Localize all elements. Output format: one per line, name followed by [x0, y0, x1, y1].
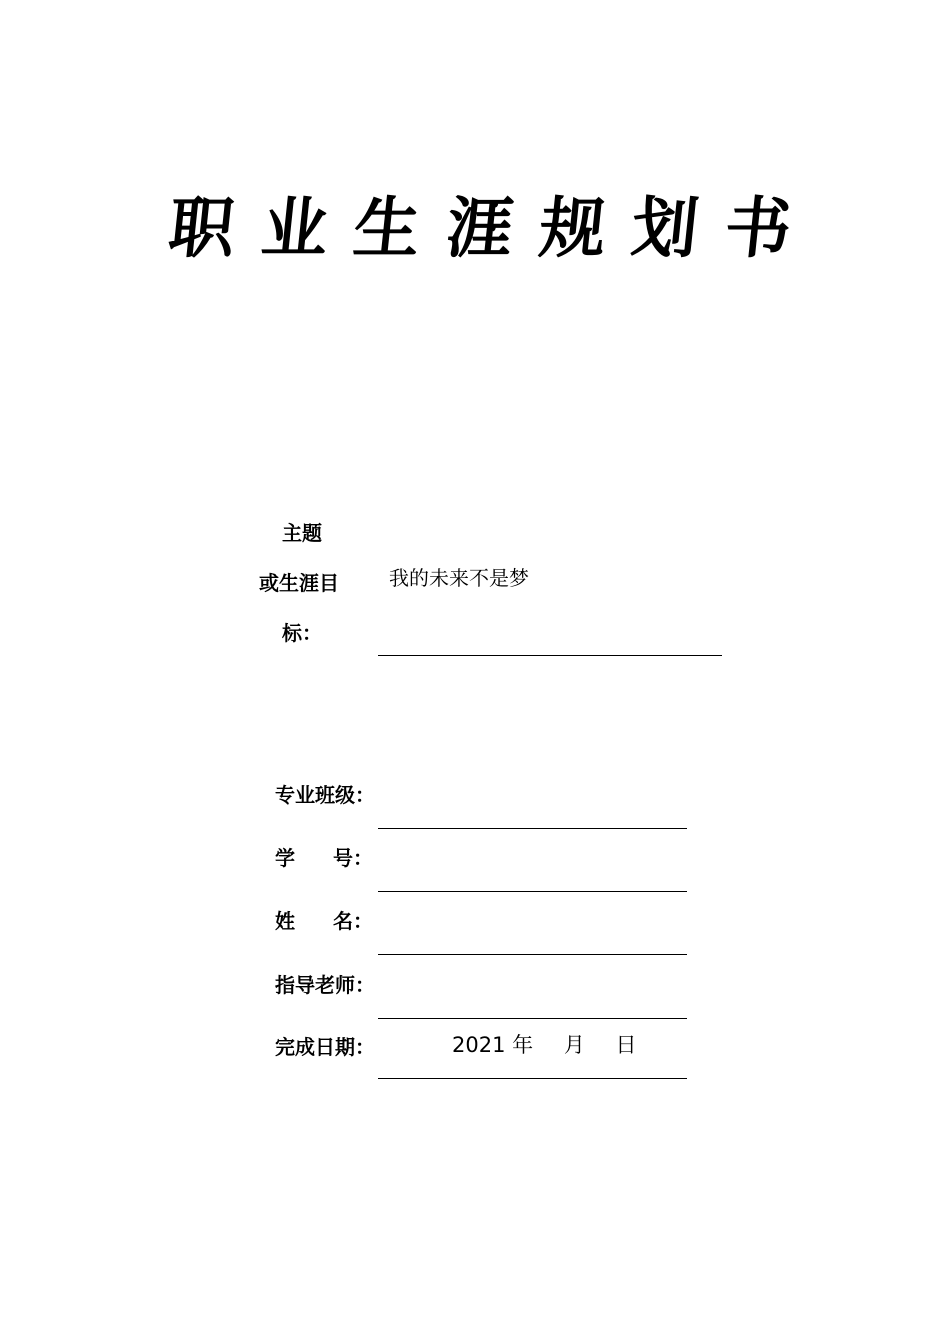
theme-value[interactable]: 我的未来不是梦	[389, 566, 529, 590]
student-id-underline[interactable]	[378, 891, 687, 892]
theme-label-line2: 或生涯目	[259, 571, 339, 595]
name-label	[275, 908, 373, 934]
name-label-b: 名：	[333, 909, 373, 933]
student-id-label-b: 号：	[333, 846, 373, 870]
student-id-label-a: 学	[275, 846, 295, 870]
theme-underline	[378, 655, 722, 656]
name-underline[interactable]	[378, 954, 687, 955]
title-char: 业	[257, 189, 332, 267]
theme-label-line3: 标：	[282, 621, 322, 645]
title-char: 书	[720, 189, 796, 267]
advisor-label: 指导老师：	[275, 973, 375, 997]
date-day-unit: 日	[615, 1033, 637, 1057]
date-year: 2021	[452, 1033, 506, 1057]
date-label: 完成日期：	[275, 1035, 375, 1059]
class-label: 专业班级：	[275, 783, 375, 807]
name-label-a: 姓	[275, 909, 295, 933]
title-char: 涯	[442, 189, 518, 267]
class-underline[interactable]	[378, 828, 687, 829]
date-value[interactable]	[452, 1032, 637, 1058]
title-char: 职	[164, 189, 240, 267]
date-year-unit: 年	[512, 1033, 534, 1057]
theme-label-line1: 主题	[282, 521, 322, 545]
title-char: 规	[535, 189, 610, 267]
title-char: 生	[350, 189, 425, 267]
date-underline	[378, 1078, 687, 1079]
document-title	[160, 186, 800, 270]
title-char: 划	[628, 189, 703, 267]
advisor-underline[interactable]	[378, 1018, 687, 1019]
date-month-unit: 月	[563, 1033, 585, 1057]
student-id-label	[275, 845, 373, 871]
